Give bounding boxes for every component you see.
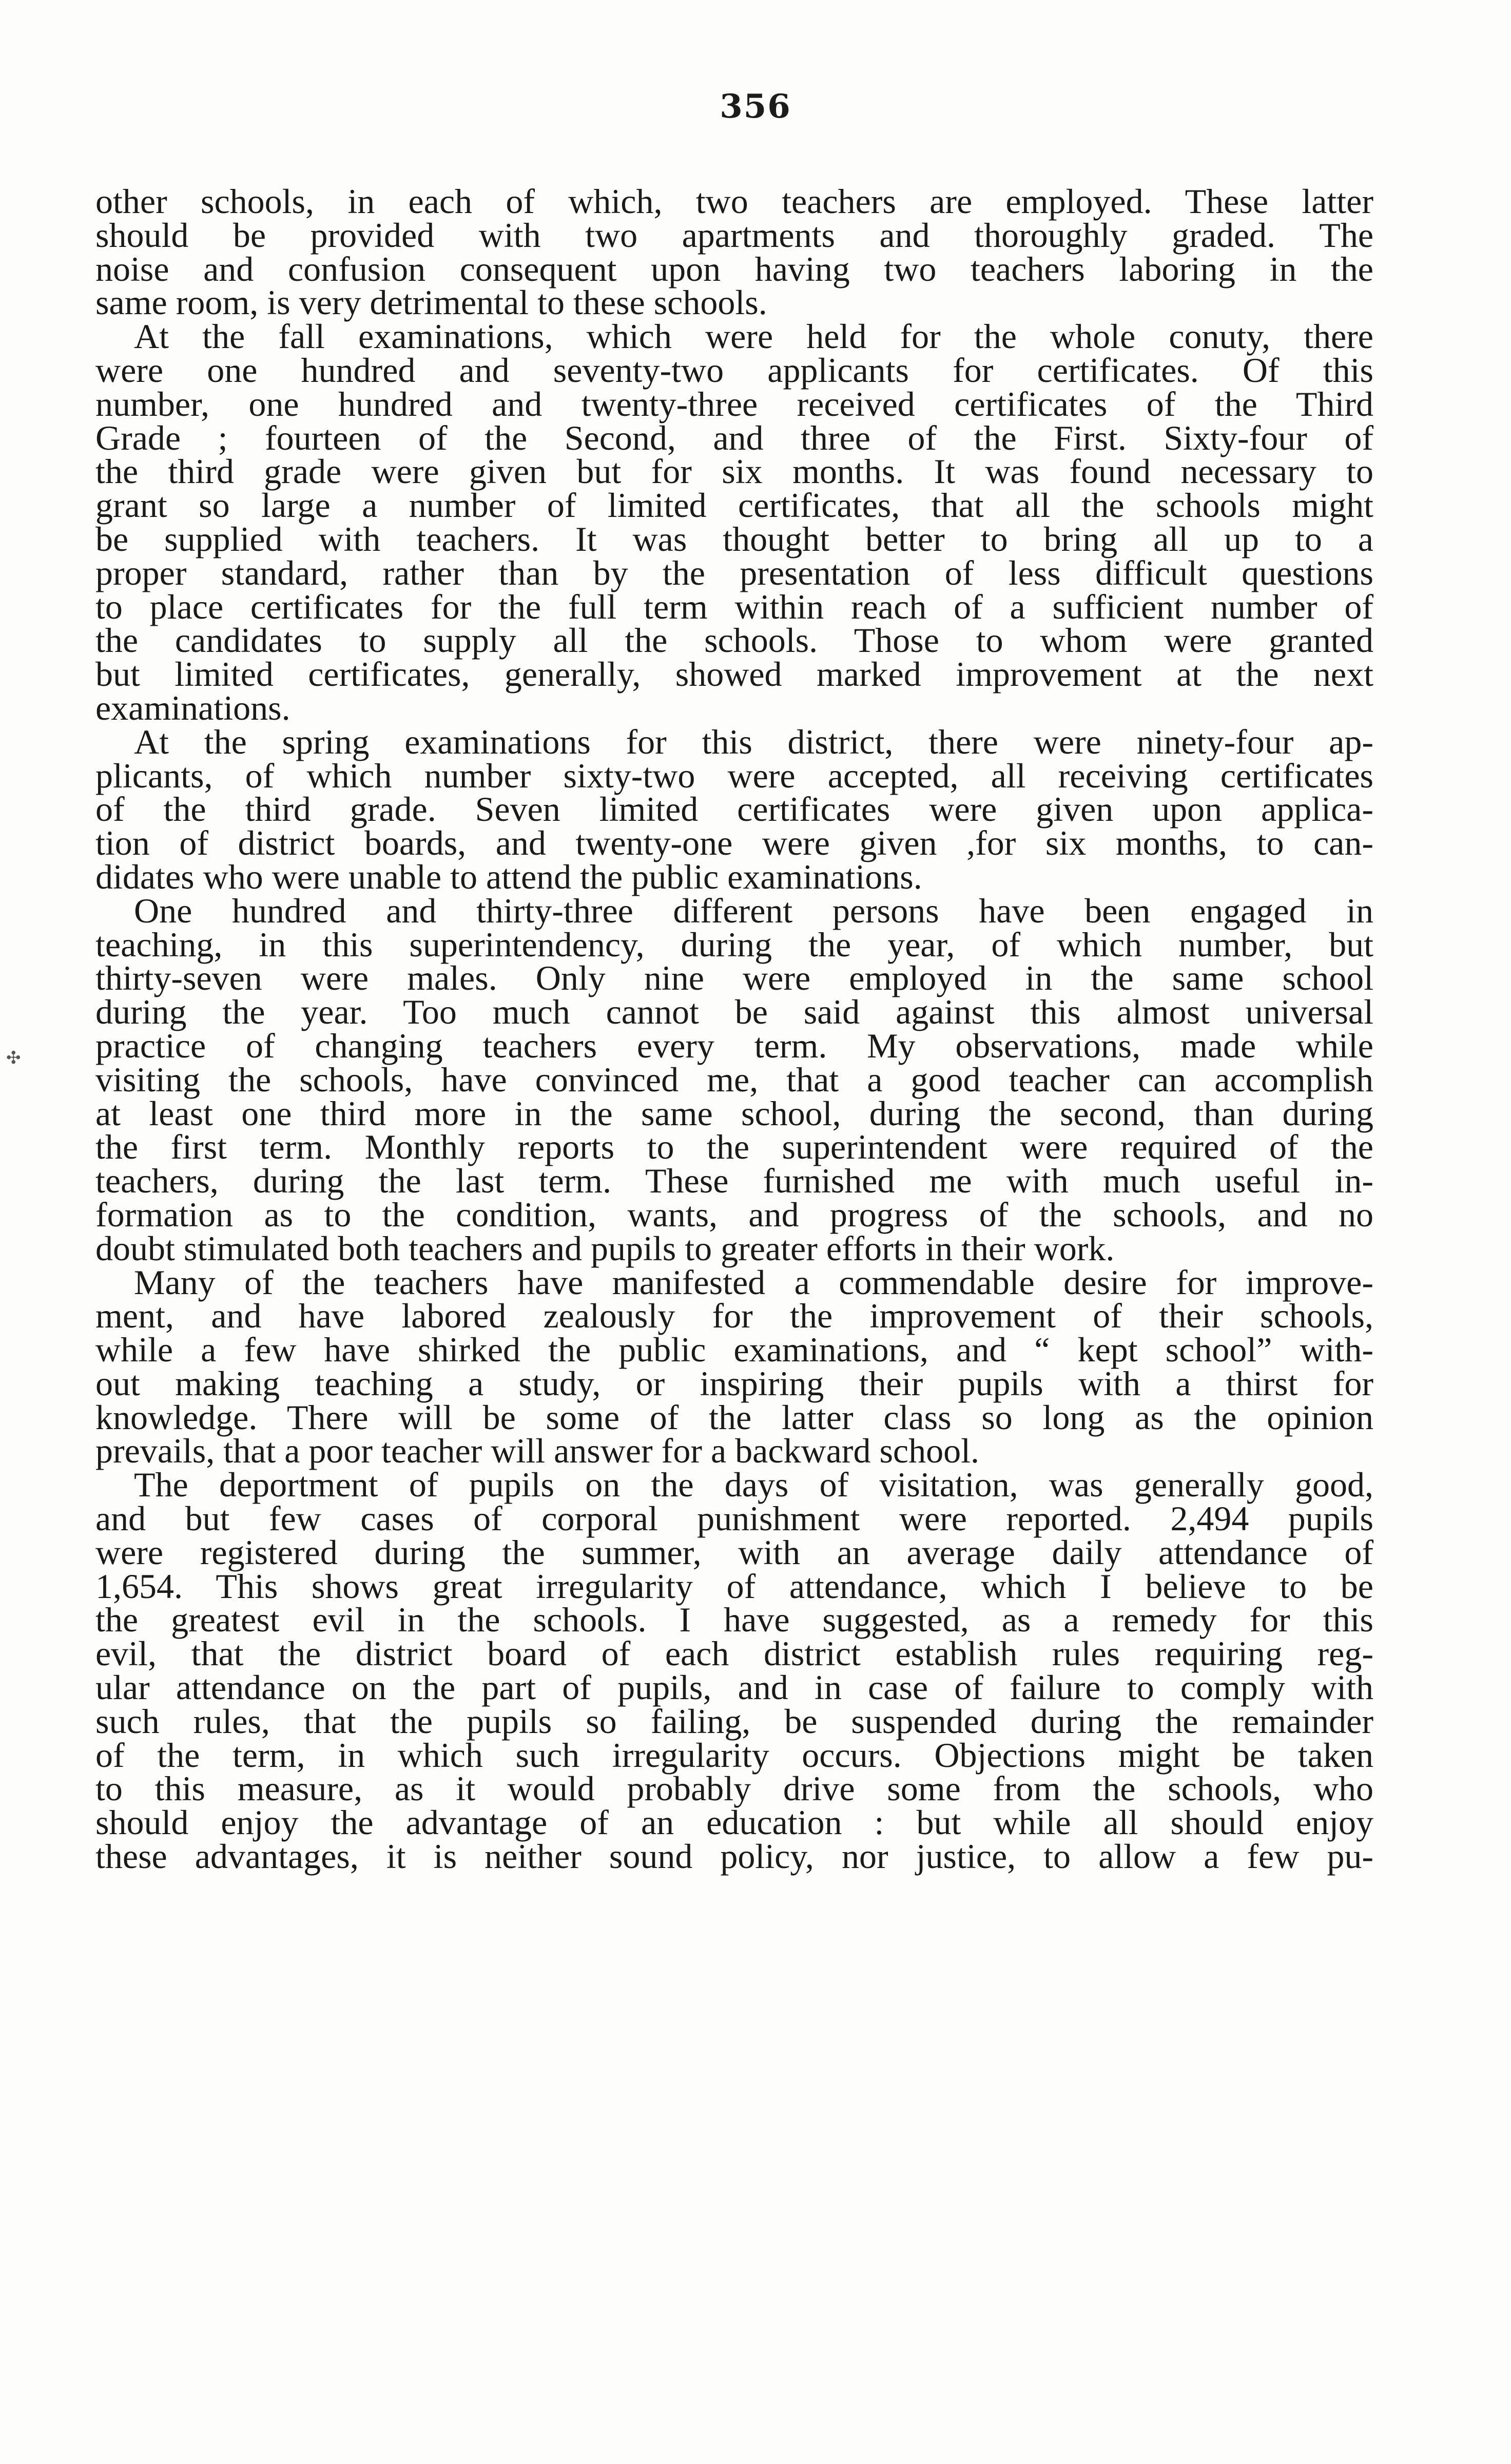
paragraph-2 <box>95 317 1373 727</box>
text-line: Many of the teachers have manifested a commendable desire for improve- <box>134 1262 1373 1302</box>
text-line: to place certificates for the full term within reach of a sufficient number of <box>95 587 1373 626</box>
text-line: these advantages, it is neither sound policy, nor justice, to allow a few pu- <box>95 1837 1373 1876</box>
text-line: during the year. Too much cannot be said against this almost universal <box>95 992 1373 1032</box>
text-line: plicants, of which number sixty-two were accepted, all receiving certificates <box>95 756 1373 795</box>
text-line: doubt stimulated both teachers and pupils to greater efforts in their work. <box>95 1228 1115 1268</box>
text-line: such rules, that the pupils so failing, be suspended during the remainder <box>95 1701 1373 1741</box>
text-line: and but few cases of corporal punishment were reported. 2,494 pupils <box>95 1499 1373 1538</box>
text-line: other schools, in each of which, two teachers are employed. These latter <box>95 182 1373 221</box>
text-line: ment, and have labored zealously for the improvement of their schools, <box>95 1296 1373 1336</box>
text-line: were one hundred and seventy-two applicants for certificates. Of this <box>95 350 1373 390</box>
text-line: of the term, in which such irregularity occurs. Objections might be taken <box>95 1735 1373 1775</box>
text-line: knowledge. There will be some of the latter class so long as the opinion <box>95 1397 1373 1437</box>
text-line: didates who were unable to attend the public examinations. <box>95 857 922 896</box>
text-line: out making teaching a study, or inspiring their pupils with a thirst for <box>95 1363 1373 1403</box>
paragraph-1 <box>95 182 1373 322</box>
text-line: One hundred and thirty-three different persons have been engaged in <box>134 891 1373 930</box>
paragraph-3 <box>95 722 1373 896</box>
text-line: tion of district boards, and twenty-one were given ,for six months, to can- <box>95 823 1373 863</box>
text-line: ular attendance on the part of pupils, and in case of failure to comply with <box>95 1668 1373 1707</box>
text-line: to this measure, as it would probably drive some from the schools, who <box>95 1769 1373 1808</box>
body-text <box>95 182 1373 1876</box>
text-line: number, one hundred and twenty-three received certificates of the Third <box>95 384 1373 424</box>
text-line: prevails, that a poor teacher will answer for a backward school. <box>95 1431 979 1471</box>
text-line: thirty-seven were males. Only nine were employed in the same school <box>95 958 1373 998</box>
text-line: should be provided with two apartments and thoroughly graded. The <box>95 215 1373 255</box>
text-line: visiting the schools, have convinced me, that a good teacher can accomplish <box>95 1060 1373 1099</box>
text-line: but limited certificates, generally, showed marked improvement at the next <box>95 654 1373 694</box>
text-line: be supplied with teachers. It was thought better to bring all up to a <box>95 519 1373 559</box>
text-line: should enjoy the advantage of an education : but while all should enjoy <box>95 1803 1373 1842</box>
text-line: formation as to the condition, wants, and progress of the schools, and no <box>95 1195 1373 1234</box>
text-line: were registered during the summer, with an average daily attendance of <box>95 1532 1373 1572</box>
text-line: of the third grade. Seven limited certificates were given upon applica- <box>95 790 1373 829</box>
text-line: same room, is very detrimental to these schools. <box>95 283 767 322</box>
page-number: 356 <box>720 87 791 126</box>
text-line: At the spring examinations for this district, there were ninety-four ap- <box>134 722 1373 761</box>
text-line: At the fall examinations, which were held for the whole conuty, there <box>134 317 1373 356</box>
text-line: teachers, during the last term. These furnished me with much useful in- <box>95 1161 1373 1201</box>
text-line: noise and confusion consequent upon having two teachers laboring in the <box>95 249 1373 288</box>
text-line: Grade ; fourteen of the Second, and three of the First. Sixty-four of <box>95 418 1373 457</box>
text-line: teaching, in this superintendency, during the year, of which number, but <box>95 925 1373 964</box>
paragraph-6 <box>95 1465 1373 1876</box>
text-line: evil, that the district board of each district establish rules requiring reg- <box>95 1634 1373 1673</box>
text-line: while a few have shirked the public examinations, and “ kept school” with- <box>95 1330 1373 1370</box>
margin-ink-mark-icon: ✣ <box>6 1048 21 1068</box>
paragraph-5 <box>95 1262 1373 1471</box>
text-line: grant so large a number of limited certificates, that all the schools might <box>95 486 1373 525</box>
text-line: the greatest evil in the schools. I have suggested, as a remedy for this <box>95 1600 1373 1640</box>
text-line: examinations. <box>95 688 290 727</box>
text-line: the candidates to supply all the schools. Those to whom were granted <box>95 621 1373 660</box>
text-line: practice of changing teachers every term. My observations, made while <box>95 1026 1373 1065</box>
text-line: the third grade were given but for six months. It was found necessary to <box>95 452 1373 491</box>
paragraph-4 <box>95 891 1373 1268</box>
text-line: 1,654. This shows great irregularity of attendance, which I believe to be <box>95 1566 1373 1606</box>
text-line: at least one third more in the same school, during the second, than during <box>95 1093 1373 1133</box>
text-line: the first term. Monthly reports to the superintendent were required of the <box>95 1127 1373 1167</box>
text-line: The deportment of pupils on the days of visitation, was generally good, <box>134 1465 1373 1505</box>
text-line: proper standard, rather than by the presentation of less difficult questions <box>95 553 1373 592</box>
